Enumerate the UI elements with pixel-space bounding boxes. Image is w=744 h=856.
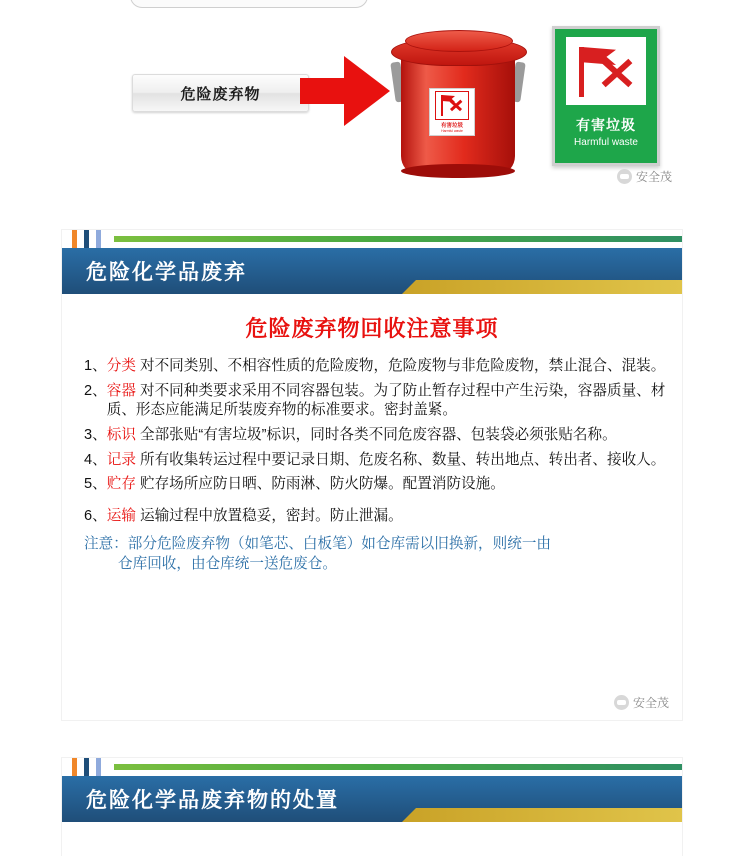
list-item-keyword: 记录 xyxy=(106,451,136,468)
tick-blue xyxy=(84,230,89,248)
note-block xyxy=(84,535,666,574)
note-label: 注意： xyxy=(84,535,128,552)
list-item-text: 全部张贴“有害垃圾”标识，同时各类不同危废容器、包装袋必须张贴名称。 xyxy=(139,427,617,444)
wechat-icon xyxy=(614,695,629,710)
tick-orange xyxy=(72,230,77,248)
arrow-shaft xyxy=(300,78,348,104)
list-item-number: 4、 xyxy=(84,451,107,468)
bucket-lid-top xyxy=(405,30,513,52)
sign-text-cn: 有害垃圾 xyxy=(576,117,636,133)
list-item-number: 2、 xyxy=(84,382,107,399)
list-item-number: 5、 xyxy=(84,476,107,493)
harmful-waste-icon xyxy=(566,37,646,105)
list-item xyxy=(84,357,666,377)
list-item-text: 贮存场所应防日晒、防雨淋、防火防爆。配置消防设施。 xyxy=(139,476,505,493)
list-item-number: 6、 xyxy=(84,508,107,525)
slide-tick-decoration xyxy=(62,230,682,248)
list-item-body xyxy=(107,357,666,377)
header-gold-accent xyxy=(402,280,682,294)
list-item-keyword: 标识 xyxy=(106,427,136,444)
sticker-text-cn: 有害垃圾 xyxy=(440,123,463,129)
label-plate-text: 危险废弃物 xyxy=(180,85,261,103)
green-gradient-bar xyxy=(114,236,682,242)
list-item-body xyxy=(107,507,666,527)
watermark-text: 安全茂 xyxy=(633,696,670,710)
tick-orange xyxy=(72,758,77,776)
icon-flag xyxy=(582,47,616,65)
notice-list xyxy=(84,357,666,527)
page-title: 危险废弃物回收注意事项 xyxy=(245,316,499,341)
watermark-text: 安全茂 xyxy=(636,170,673,184)
slide-header-title: 危险化学品废弃物的处置 xyxy=(86,789,339,812)
tick-light-blue xyxy=(96,230,101,248)
list-item xyxy=(84,475,666,495)
harmful-waste-icon xyxy=(435,91,469,120)
photo-slide xyxy=(0,0,744,210)
wechat-icon xyxy=(617,169,632,184)
green-harmful-waste-sign xyxy=(552,26,660,166)
list-item-keyword: 分类 xyxy=(106,358,136,374)
list-item-keyword: 运输 xyxy=(106,508,136,525)
bucket-harmful-waste-sticker xyxy=(429,88,475,136)
list-item-body xyxy=(107,382,666,421)
list-item xyxy=(84,426,666,446)
list-item-body xyxy=(107,475,666,495)
header-gold-accent xyxy=(402,808,682,822)
list-item-text: 对不同种类要求采用不同容器包装。为了防止暂存过程中产生污染，容器质量、材质、形态应能满足所装废弃物的标准要求。密封盖紧。 xyxy=(106,382,666,419)
list-item-keyword: 容器 xyxy=(106,382,136,399)
list-item xyxy=(84,451,666,471)
tick-light-blue xyxy=(96,758,101,776)
tick-blue xyxy=(84,758,89,776)
list-item xyxy=(84,507,666,527)
sign-text-en: Harmful waste xyxy=(574,137,638,148)
note-line-1: 部分危险废弃物（如笔芯、白板笔）如仓库需以旧换新，则统一由 xyxy=(127,535,552,552)
slide-hazardous-waste-recycling xyxy=(62,230,682,720)
note-line-2: 仓库回收，由仓库统一送危废仓。 xyxy=(118,555,337,572)
list-item-text: 运输过程中放置稳妥，密封。防止泄漏。 xyxy=(139,508,403,525)
hazardous-waste-label-plate xyxy=(132,74,309,112)
list-item-body xyxy=(107,451,666,471)
watermark xyxy=(614,694,669,711)
slide-header xyxy=(62,776,682,822)
list-item xyxy=(84,382,666,421)
list-item-number: 1、 xyxy=(84,358,107,374)
list-item-keyword: 贮存 xyxy=(106,476,136,493)
list-item-text: 所有收集转运过程中要记录日期、危废名称、数量、转出地点、转出者、接收人。 xyxy=(139,451,666,468)
red-waste-bucket-image xyxy=(383,20,533,185)
watermark xyxy=(617,168,672,185)
slide-header xyxy=(62,248,682,294)
slide-hazardous-chemical-disposal xyxy=(62,758,682,856)
red-arrow-icon xyxy=(300,56,390,126)
slide-tick-decoration xyxy=(62,758,682,776)
green-gradient-bar xyxy=(114,764,682,770)
list-item-text: 对不同类别、不相容性质的危险废物，危险废物与非危险废物，禁止混合、混装。 xyxy=(139,358,666,374)
sticker-text-en: Harmful waste xyxy=(441,129,463,133)
top-rounded-box xyxy=(130,0,368,8)
list-item-number: 3、 xyxy=(84,427,107,444)
list-item-body xyxy=(107,426,666,446)
slide-header-title: 危险化学品废弃 xyxy=(86,261,247,284)
